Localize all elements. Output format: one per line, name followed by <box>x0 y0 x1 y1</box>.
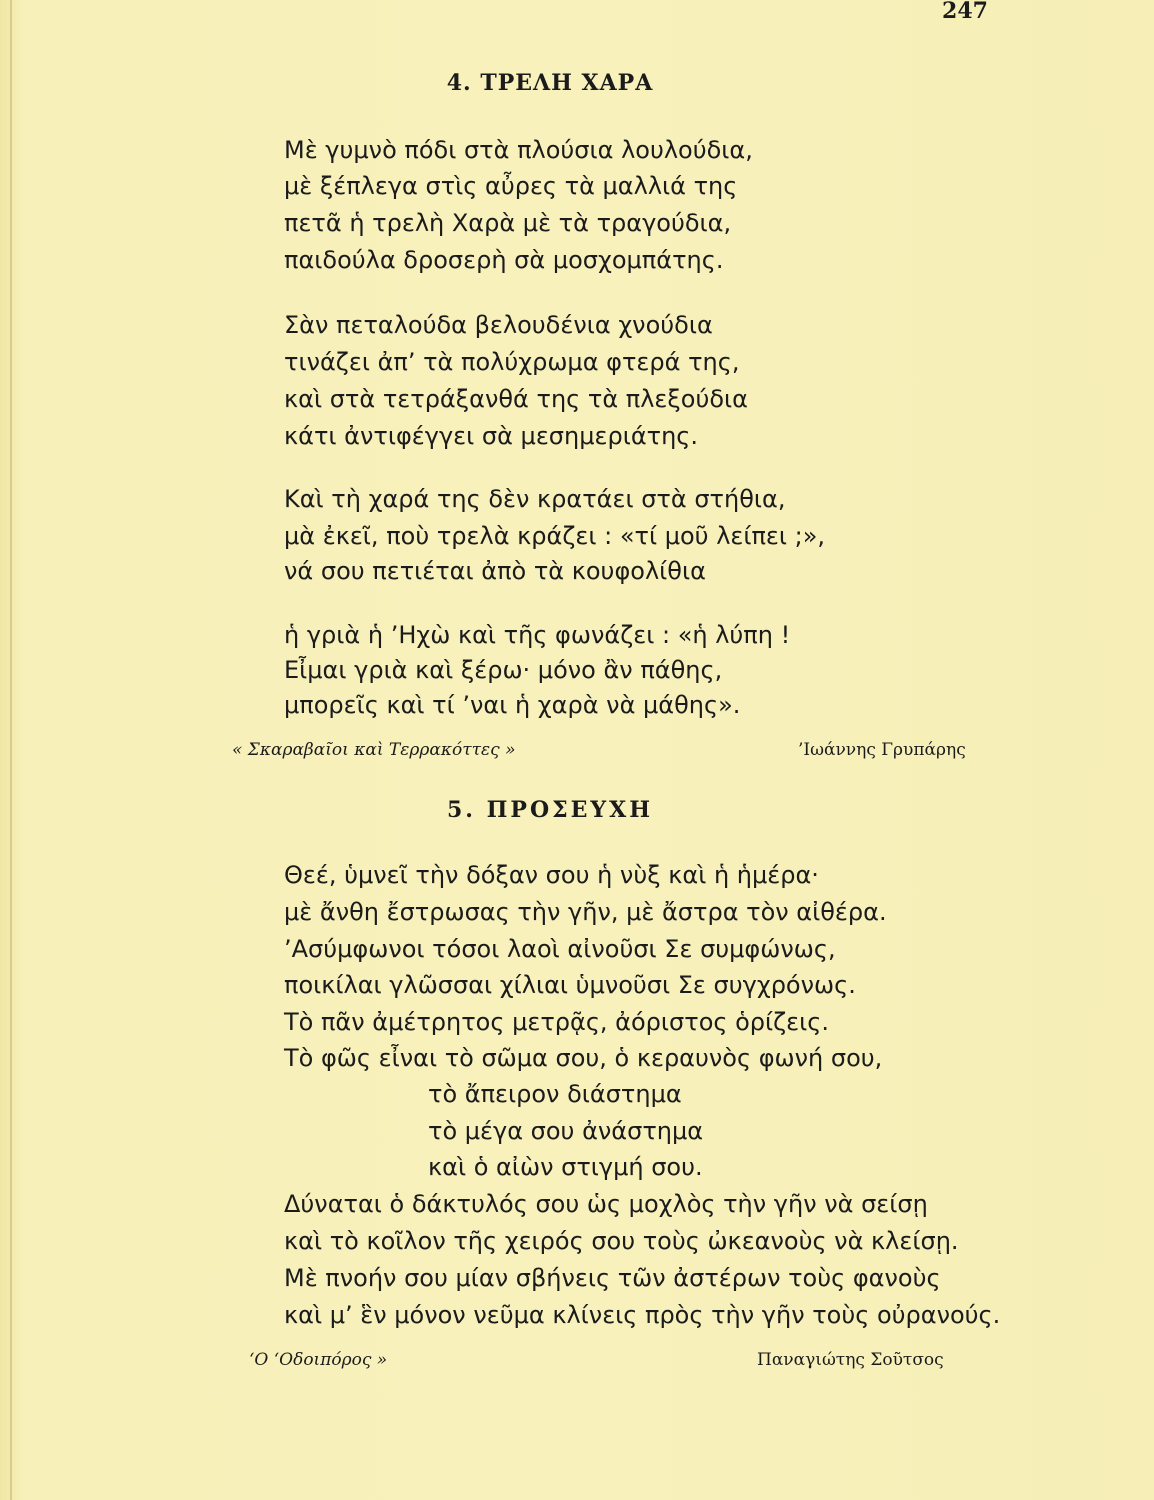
poem-line: τὸ μέγα σου ἀνάστημα <box>428 1117 704 1145</box>
poem-source: « Σκαραβαῖοι καὶ Τερρακόττες » <box>232 740 516 760</box>
poem-line: Εἶμαι γριὰ καὶ ξέρω· μόνο ἂν πάθης, <box>284 656 723 684</box>
poem-title-proseuxh: 5. ΠΡΟΣΕΥΧΗ <box>447 797 653 823</box>
poem-author: ’Ιωάννης Γρυπάρης <box>798 740 966 760</box>
poem-line: καὶ ὁ αἰὼν στιγμή σου. <box>428 1153 703 1181</box>
page-gutter <box>10 0 12 1500</box>
poem-line: πετᾶ ἡ τρελὴ Χαρὰ μὲ τὰ τραγούδια, <box>284 209 732 237</box>
poem-line: καὶ στὰ τετράξανθά της τὰ πλεξούδια <box>284 385 748 413</box>
poem-line: Μὲ πνοήν σου μίαν σβήνεις τῶν ἀστέρων τοὺς φανοὺς <box>284 1264 941 1292</box>
poem-line: ’Ασύμφωνοι τόσοι λαοὶ αἰνοῦσι Σε συμφώνως, <box>284 935 836 963</box>
poem-line: ποικίλαι γλῶσσαι χίλιαι ὑμνοῦσι Σε συγχρόνως. <box>284 971 856 999</box>
page-number: 247 <box>942 0 988 24</box>
poem-line: μὰ ἐκεῖ, ποὺ τρελὰ κράζει : «τί μοῦ λείπει ;», <box>284 522 826 550</box>
poem-line: μὲ ἄνθη ἔστρωσας τὴν γῆν, μὲ ἄστρα τὸν αἰθέρα. <box>284 898 887 926</box>
poem-line: Καὶ τὴ χαρά της δὲν κρατάει στὰ στήθια, <box>284 485 786 513</box>
poem-line: μὲ ξέπλεγα στὶς αὖρες τὰ μαλλιά της <box>284 172 738 200</box>
poem-line: ἡ γριὰ ἡ ’Ηχὼ καὶ τῆς φωνάζει : «ἡ λύπη ! <box>284 621 791 649</box>
poem-line: Δύναται ὁ δάκτυλός σου ὡς μοχλὸς τὴν γῆν νὰ σείσῃ <box>284 1190 928 1218</box>
poem-line: τὸ ἄπειρον διάστημα <box>428 1080 682 1108</box>
poem-line: Τὸ πᾶν ἀμέτρητος μετρᾷς, ἀόριστος ὁρίζεις. <box>284 1008 829 1036</box>
poem-line: καὶ τὸ κοῖλον τῆς χειρός σου τοὺς ὠκεανοὺς νὰ κλείσῃ. <box>284 1227 959 1255</box>
poem-line: Τὸ φῶς εἶναι τὸ σῶμα σου, ὁ κεραυνὸς φωνή σου, <box>284 1044 883 1072</box>
poem-source: ‘Ο ‘Οδοιπόρος » <box>249 1350 388 1370</box>
poem-line: τινάζει ἀπ’ τὰ πολύχρωμα φτερά της, <box>284 348 740 376</box>
poem-line: κάτι ἀντιφέγγει σὰ μεσημεριάτης. <box>284 422 699 450</box>
poem-line: Σὰν πεταλούδα βελουδένια χνούδια <box>284 311 713 339</box>
poem-title-trelh-xara: 4. ΤΡΕΛΗ ΧΑΡΑ <box>446 70 654 96</box>
poem-line: Θεέ, ὑμνεῖ τὴν δόξαν σου ἡ νὺξ καὶ ἡ ἡμέρα· <box>284 861 819 889</box>
poem-line: παιδούλα δροσερὴ σὰ μοσχομπάτης. <box>284 246 724 274</box>
poem-author: Παναγιώτης Σοῦτσος <box>757 1350 944 1370</box>
poem-line: καὶ μ’ ἓν μόνον νεῦμα κλίνεις πρὸς τὴν γῆν τοὺς οὐρανούς. <box>284 1301 1001 1329</box>
poem-line: μπορεῖς καὶ τί ’ναι ἡ χαρὰ νὰ μάθης». <box>284 691 741 719</box>
poem-line: Μὲ γυμνὸ πόδι στὰ πλούσια λουλούδια, <box>284 136 753 164</box>
poem-line: νά σου πετιέται ἀπὸ τὰ κουφολίθια <box>284 557 706 585</box>
